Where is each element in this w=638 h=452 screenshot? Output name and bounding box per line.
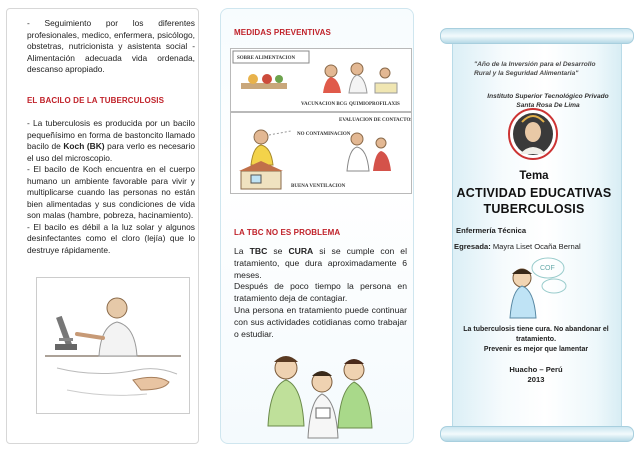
caption-chemo: QUIMIOPROFILAXIS (349, 102, 400, 107)
tbc-paragraph-1 (234, 246, 407, 281)
prevention-heading: MEDIDAS PREVENTIVAS (234, 28, 331, 37)
bacillus-list (27, 118, 195, 256)
caption-contacts: EVALUACION DE CONTACTOS (339, 118, 411, 123)
bacillus-item-2: - El bacilo de Koch encuentra en el cuerpo humano un ambiente favorable para vivir y multiplicarse cuando las personas no están bien alimentadas y sus condiciones de vida son malas (hambre, pobreza, hacinamiento). (27, 164, 195, 220)
tbc-heading: LA TBC NO ES PROBLEMA (234, 228, 341, 237)
tbc-text (234, 246, 407, 340)
prevention-illustration-top (230, 48, 412, 112)
contagion-ventilation-icon (231, 113, 411, 193)
tbc-text-mid: se (267, 246, 289, 256)
tbc-paragraph-2: Después de poco tiempo la persona en tratamiento deja de contagiar. (234, 281, 407, 304)
microscope-illustration (36, 277, 190, 414)
tbc-bold: TBC (249, 246, 268, 256)
tema-label: Tema (519, 170, 549, 182)
scroll-roll-top (440, 28, 634, 44)
koch-bold: Koch (BK) (63, 141, 105, 151)
institute-line-2: Santa Rosa De Lima (516, 102, 580, 109)
bacillus-heading: EL BACILO DE LA TUBERCULOSIS (27, 96, 165, 105)
bacillus-item-1-text: - La tuberculosis es producida por un bacilo pequeñísimo en forma de bastoncito llamado bacilo de (27, 118, 195, 151)
nutrition-vaccination-icon (231, 49, 411, 111)
graduate-name: Mayra Liset Ocaña Bernal (490, 242, 581, 251)
title-line-1: ACTIVIDAD EDUCATIVAS (456, 186, 612, 200)
microscope-drawing-icon (37, 278, 189, 413)
tbc-text-pre: La (234, 246, 244, 256)
family-illustration (250, 346, 390, 442)
middle-panel (214, 0, 420, 452)
family-icon (250, 346, 390, 442)
coughing-boy-icon (498, 254, 572, 320)
cover-panel (428, 0, 638, 452)
year-motto-line-2: Rural y la Seguridad Alimentaria" (474, 70, 579, 77)
caption-food: SOBRE ALIMENTACION (237, 56, 296, 61)
closing-message-line-1: La tuberculosis tiene cura. No abandonar el (463, 326, 609, 333)
institute-line-1: Instituto Superior Tecnológico Privado (487, 93, 609, 100)
saint-portrait-icon (508, 108, 558, 160)
cof-text: COF (540, 265, 555, 272)
career: Enfermería Técnica (456, 226, 527, 235)
graduate (454, 242, 634, 251)
graduate-label: Egresada: (454, 242, 491, 251)
caption-ventilation: BUENA VENTILACION (291, 184, 346, 189)
scroll-roll-bottom (440, 426, 634, 442)
year: 2013 (527, 375, 545, 384)
institute-logo (508, 108, 558, 160)
year-motto-line-1: "Año de la Inversión para el Desarrollo (474, 61, 596, 68)
tbc-paragraph-3: Una persona en tratamiento puede continuar con sus actividades cotidianas como trabajar o estudiar. (234, 304, 407, 339)
bacillus-item-3: - El bacilo es débil a la luz solar y algunos desinfectantes como el cloro (lejía) que lo destruye rápidamente. (27, 221, 195, 255)
tbc-text-post: si se cumple con el tratamiento, que dura aproximadamente 6 meses. (234, 246, 407, 280)
bacillus-item-1-end: para verlo es necesario el uso del microscopio. (27, 141, 195, 163)
cura-bold: CURA (288, 246, 314, 256)
closing-message (450, 325, 622, 355)
left-panel (0, 0, 205, 452)
caption-bcg: VACUNACION BCG (301, 102, 348, 107)
year-motto (474, 60, 624, 78)
intro-text: - Seguimiento por los diferentes profesionales, medico, enfermera, psicólogo, obstetras, nutricionista y asistenta social - Alimentación adecuada vida ordenada, descanso apropiado. (27, 18, 195, 74)
closing-message-line-2: tratamiento. (515, 336, 557, 343)
bacillus-item-1 (27, 118, 195, 164)
closing-message-line-3: Prevenir es mejor que lamentar (483, 346, 589, 353)
prevention-illustration-bottom (230, 112, 412, 194)
coughing-boy-illustration (498, 254, 572, 320)
place: Huacho – Perú (509, 365, 563, 374)
title-line-2: TUBERCULOSIS (483, 202, 585, 216)
caption-contagion: NO CONTAMINACION (297, 132, 351, 137)
